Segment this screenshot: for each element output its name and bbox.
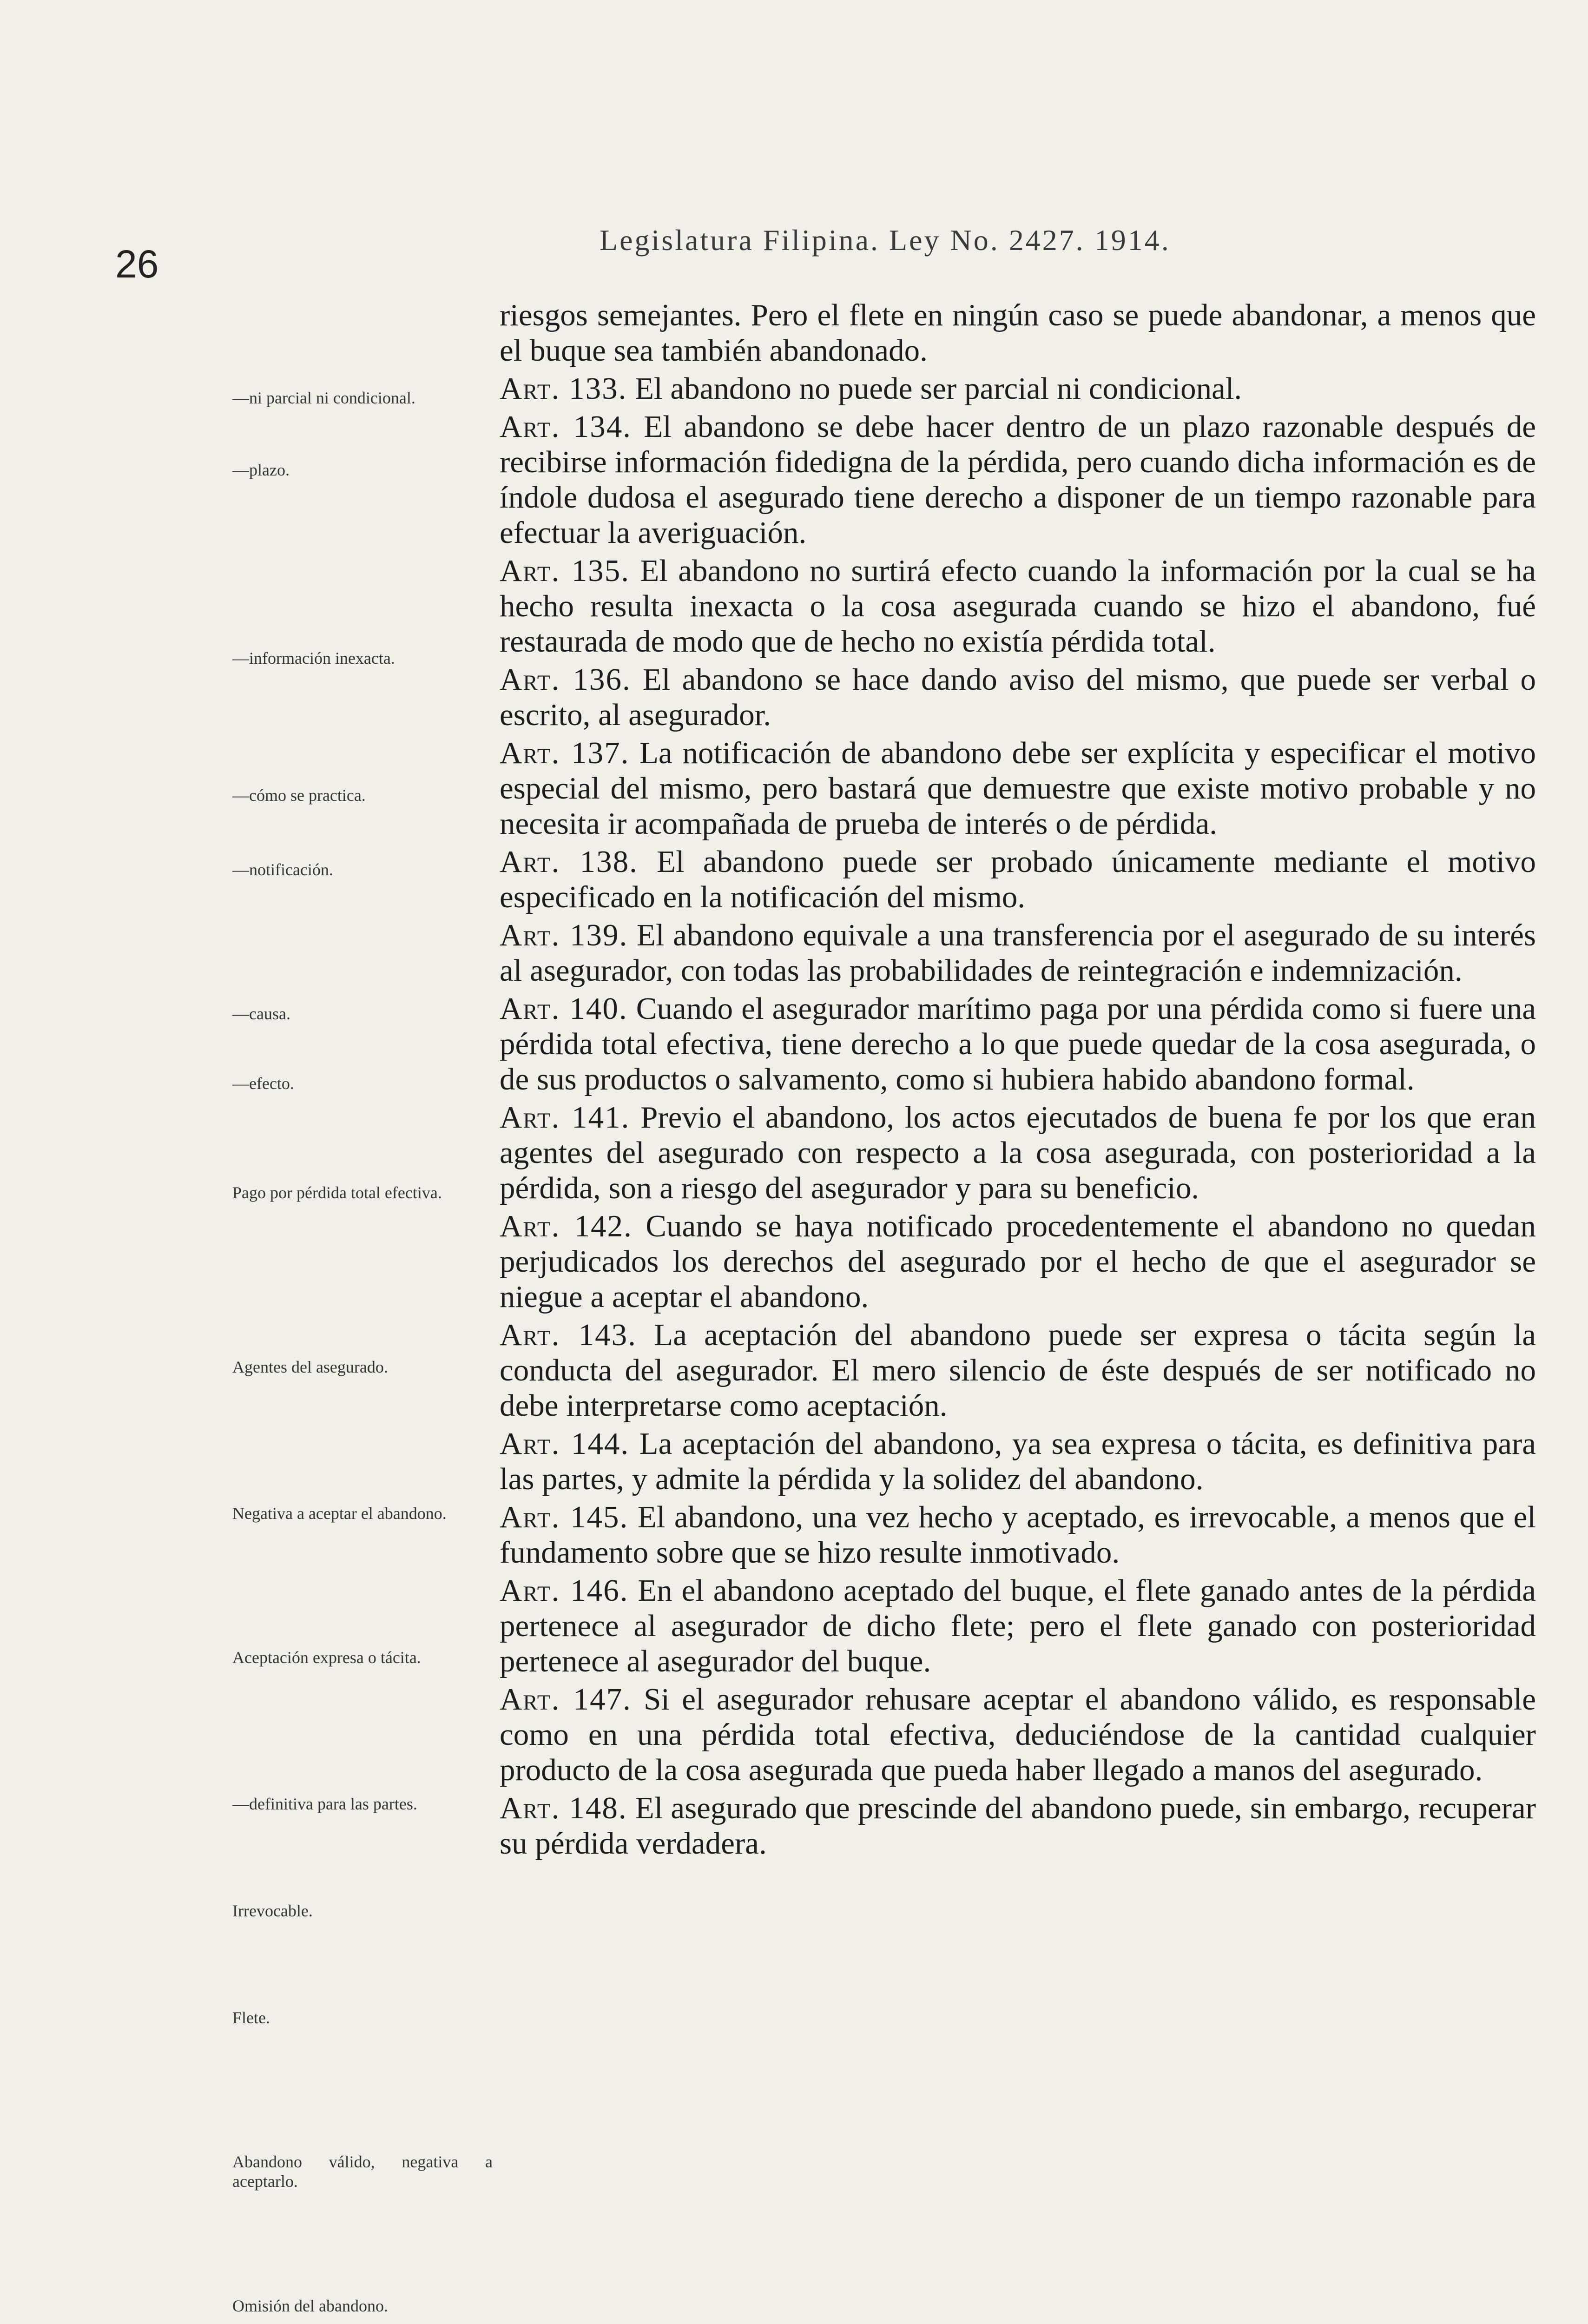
margin-note: Agentes del asegurado.: [232, 1358, 388, 1376]
article-text: La notificación de abandono debe ser explícita y especificar el motivo especial del mismo, pero bastará que demuestre que existe motivo probable y no necesita ir acompañada de prueba de interés o de pérdida.: [500, 736, 1536, 841]
margin-note: —causa.: [232, 1004, 290, 1023]
margin-note: —plazo.: [232, 461, 290, 479]
article-144: [500, 1426, 1536, 1497]
article-label: Art. 135.: [500, 554, 630, 588]
article-139: [500, 918, 1536, 988]
article-label: Art. 140.: [500, 991, 628, 1026]
article-label: Art. 146.: [500, 1573, 629, 1608]
article-label: Art. 148.: [500, 1791, 627, 1825]
article-135: [500, 553, 1536, 659]
margin-note: —cómo se practica.: [232, 786, 366, 805]
article-text: En el abandono aceptado del buque, el flete ganado antes de la pérdida pertenece al asegurador de dicho flete; pero el flete ganado con posterioridad pertenece al asegurador del buque.: [500, 1573, 1536, 1678]
article-text: Cuando el asegurador marítimo paga por una pérdida como si fuere una pérdida total efectiva, tiene derecho a lo que puede quedar de la cosa asegurada, o de sus productos o salvamento, como si hubiera habido abandono formal.: [500, 991, 1536, 1096]
article-text: El abandono se debe hacer dentro de un plazo razonable después de recibirse información fidedigna de la pérdida, pero cuando dicha información es de índole dudosa el asegurado tiene derecho a disponer de un tiempo razonable para efectuar la averiguación.: [500, 409, 1536, 550]
article-text: El abandono equivale a una transferencia por el asegurado de su interés al asegurador, con todas las probabilidades de reintegración e indemnización.: [500, 918, 1536, 988]
article-text: El abandono no surtirá efecto cuando la información por la cual se ha hecho resulta inexacta o la cosa asegurada cuando se hizo el abandono, fué restaurada de modo que de hecho no existía pérdida total.: [500, 554, 1536, 659]
body-text: [500, 297, 1536, 1861]
margin-note: —efecto.: [232, 1074, 294, 1093]
article-text: El abandono, una vez hecho y aceptado, es irrevocable, a menos que el fundamento sobre que se hizo resulte inmotivado.: [500, 1500, 1536, 1570]
article-136: [500, 662, 1536, 733]
article-133: [500, 371, 1536, 406]
article-140: [500, 991, 1536, 1097]
margin-note: Omisión del abandono.: [232, 2297, 388, 2315]
article-134: [500, 409, 1536, 550]
article-text: Previo el abandono, los actos ejecutados de buena fe por los que eran agentes del asegurado con respecto a la cosa asegurada, con posterioridad a la pérdida, son a riesgo del asegurador y para su beneficio.: [500, 1100, 1536, 1205]
article-137: [500, 735, 1536, 841]
margin-note: Negativa a aceptar el abandono.: [232, 1504, 447, 1523]
article-145: [500, 1499, 1536, 1570]
article-label: Art. 144.: [500, 1426, 630, 1461]
margin-note: —notificación.: [232, 860, 333, 879]
margin-note: Flete.: [232, 2008, 270, 2027]
article-text: El abandono se hace dando aviso del mismo, que puede ser verbal o escrito, al asegurador.: [500, 662, 1536, 732]
article-text: El abandono puede ser probado únicamente mediante el motivo especificado en la notificación del mismo.: [500, 845, 1536, 914]
margin-note: —definitiva para las partes.: [232, 1795, 417, 1813]
article-text: El asegurado que prescinde del abandono puede, sin embargo, recuperar su pérdida verdadera.: [500, 1791, 1536, 1861]
article-label: Art. 145.: [500, 1500, 629, 1534]
article-text: Cuando se haya notificado procedentemente el abandono no quedan perjudicados los derechos del asegurado por el hecho de que el asegurador se niegue a aceptar el abandono.: [500, 1209, 1536, 1314]
article-143: [500, 1317, 1536, 1423]
article-label: Art. 136.: [500, 662, 631, 697]
article-label: Art. 147.: [500, 1682, 632, 1717]
page-number: 26: [115, 242, 159, 286]
article-141: [500, 1100, 1536, 1206]
article-label: Art. 141.: [500, 1100, 630, 1135]
intro-paragraph: riesgos semejantes. Pero el flete en ningún caso se puede abandonar, a menos que el buque sea también abandonado.: [500, 298, 1536, 368]
margin-note: Aceptación expresa o tácita.: [232, 1648, 421, 1667]
article-text: La aceptación del abandono, ya sea expresa o tácita, es definitiva para las partes, y admite la pérdida y la solidez del abandono.: [500, 1426, 1536, 1496]
running-header: Legislatura Filipina. Ley No. 2427. 1914.: [600, 224, 1171, 257]
margin-note: Pago por pérdida total efectiva.: [232, 1183, 442, 1202]
article-148: [500, 1790, 1536, 1861]
margin-note: Irrevocable.: [232, 1901, 313, 1920]
margin-note: —ni parcial ni condicional.: [232, 389, 415, 407]
margin-note: Abandono válido, negativa a aceptarlo.: [232, 2152, 493, 2191]
article-label: Art. 143.: [500, 1318, 637, 1352]
article-label: Art. 133.: [500, 371, 627, 406]
article-146: [500, 1573, 1536, 1679]
article-text: Si el asegurador rehusare aceptar el abandono válido, es responsable como en una pérdida total efectiva, deduciéndose de la cantidad cualquier producto de la cosa asegurada que pueda haber llegado a manos del asegurado.: [500, 1682, 1536, 1787]
article-label: Art. 139.: [500, 918, 628, 952]
article-label: Art. 134.: [500, 409, 632, 444]
article-label: Art. 138.: [500, 845, 638, 879]
article-142: [500, 1208, 1536, 1314]
article-label: Art. 142.: [500, 1209, 633, 1243]
article-label: Art. 137.: [500, 736, 630, 770]
article-147: [500, 1682, 1536, 1788]
margin-note: —información inexacta.: [232, 649, 395, 667]
article-text: El abandono no puede ser parcial ni condicional.: [635, 371, 1242, 406]
article-138: [500, 844, 1536, 915]
article-text: La aceptación del abandono puede ser expresa o tácita según la conducta del asegurador. El mero silencio de éste después de ser notificado no debe interpretarse como aceptación.: [500, 1318, 1536, 1423]
